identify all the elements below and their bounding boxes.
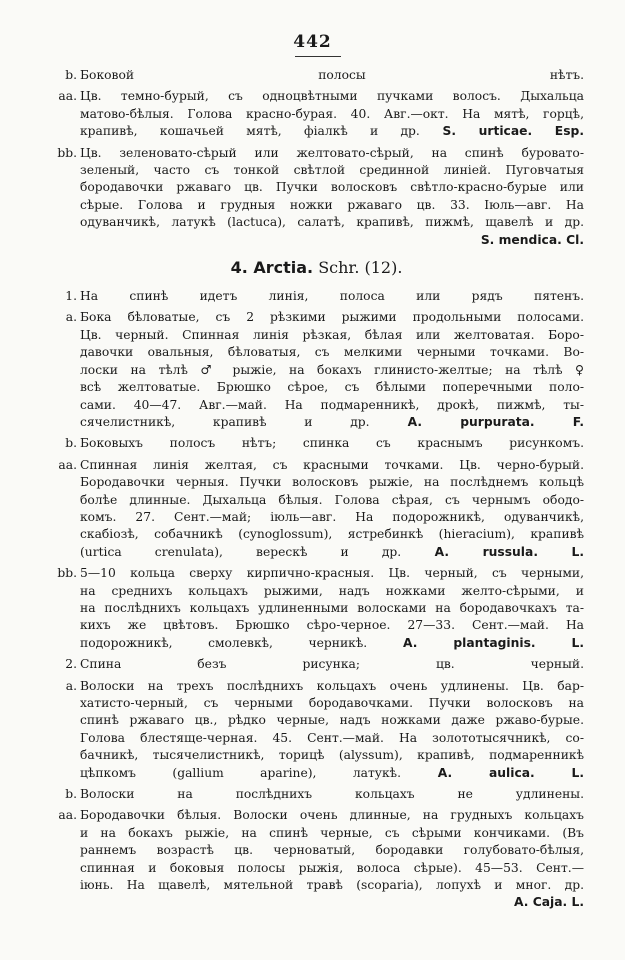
text-line: на послѣднихъ кольцахъ удлиненными волосками на бородавочкахъ та-	[80, 600, 584, 615]
key-label: a.	[65, 678, 77, 693]
key-entry	[49, 678, 584, 782]
text-line: матово-бѣлыя. Голова красно-бурая. 40. Авг.—окт. На мятѣ, горцѣ,	[80, 106, 584, 121]
key-label: a.	[65, 310, 77, 325]
species-name: A. purpurata. F.	[369, 414, 584, 429]
text-tail: сячелистникѣ, крапивѣ и др.	[80, 414, 370, 429]
key-entry	[49, 309, 584, 431]
key-entry	[49, 288, 584, 305]
text-line: сами. 40—47. Авг.—май. На подмаренникѣ, дрокѣ, пижмѣ, ты-	[80, 397, 584, 412]
species-name: A. Caja. L.	[514, 895, 584, 910]
key-label: aa.	[58, 808, 77, 823]
text-line: на среднихъ кольцахъ рыжими, надъ ножками желто-сѣрыми, и	[80, 583, 584, 598]
species-name: A. plantaginis. L.	[367, 635, 584, 650]
key-entry	[49, 145, 584, 249]
text-tail: подорожникѣ, смолевкѣ, черникѣ.	[80, 635, 368, 650]
text-line: бачникѣ, тысячелистникѣ, торицѣ (alyssum), крапивѣ, подмаренникѣ	[80, 748, 584, 763]
text-line: Спинная линія желтая, съ красными точками. Цв. черно-бурый.	[80, 457, 584, 472]
key-entry	[49, 786, 584, 803]
text-line: хатисто-черный, съ черными бородавочками. Пучки волосковъ на	[80, 696, 584, 710]
text-line: Волоски на трехъ послѣднихъ кольцахъ очень удлинены. Цв. бар-	[80, 678, 584, 693]
text-line: спинная и боковыя полосы рыжія, волоса сѣрые). 45—53. Сент.—	[80, 860, 584, 875]
text-line	[80, 635, 584, 652]
text-line: раннемъ возрастѣ цв. черноватый, бородавки голубовато-бѣлыя,	[80, 843, 584, 858]
text-line: скабіозѣ, собачникѣ (cynoglossum), ястребинкѣ (hieracium), крапивѣ	[80, 527, 584, 542]
key-entry	[49, 457, 584, 561]
species-name: A. russula. L.	[401, 544, 584, 559]
text-line: На спинѣ идетъ линія, полоса или рядъ пятенъ.	[80, 289, 584, 304]
page-number: 442	[293, 32, 332, 52]
page-number-rule	[295, 56, 341, 57]
text-line: Бока бѣловатые, съ 2 рѣзкими рыжими продольными полосами.	[80, 310, 584, 325]
text-line: Боковыхъ полосъ нѣтъ; спинка съ краснымъ рисункомъ.	[80, 436, 584, 451]
text-line: и на бокахъ рыжіе, на спинѣ черные, съ сѣрыми кончиками. (Въ	[80, 825, 584, 840]
page-body	[49, 67, 584, 912]
species-name: A. aulica. L.	[401, 765, 584, 780]
text-line: Цв. черный. Спинная линія рѣзкая, бѣлая или желтоватая. Боро-	[80, 327, 584, 342]
key-label: bb.	[57, 566, 77, 581]
species-count: (12).	[364, 258, 403, 278]
text-line: Боковой полосы нѣтъ.	[80, 68, 584, 82]
key-entry	[49, 435, 584, 452]
text-line: Волоски на послѣднихъ кольцахъ не удлинены.	[80, 787, 584, 802]
text-line: сѣрые. Голова и грудныя ножки ржаваго цв. 33. Іюль—авг. На	[80, 197, 584, 212]
text-line: лоски на тѣлѣ ♂ рыжіе, на бокахъ глинисто-желтые; на тѣлѣ ♀	[80, 362, 584, 377]
text-line: комъ. 27. Сент.—май; іюль—авг. На подорожникѣ, одуванчикѣ,	[80, 509, 584, 524]
key-label: aa.	[58, 89, 77, 104]
key-entry	[49, 565, 584, 652]
text-line: одуванчикѣ, латукѣ (lactuca), салатѣ, крапивѣ, пижмѣ, щавелѣ и др.	[80, 215, 584, 230]
text-line: Спина безъ рисунка; цв. черный.	[80, 657, 584, 672]
text-line: зеленый, часто съ тонкой свѣтлой срединной линіей. Пуговчатыя	[80, 163, 584, 178]
genus-heading	[49, 258, 584, 278]
key-label: b.	[65, 68, 77, 82]
text-line: Бородавочки черныя. Пучки волосковъ рыжіе, на послѣднемъ кольцѣ	[80, 475, 584, 490]
genus-name: 4. Arctia.	[230, 258, 314, 278]
text-line: Бородавочки бѣлыя. Волоски очень длинные, на грудныхъ кольцахъ	[80, 808, 584, 823]
text-line: бородавочки ржаваго цв. Пучки волосковъ свѣтло-красно-бурые или	[80, 180, 584, 195]
key-label: b.	[65, 787, 77, 802]
text-tail: крапивѣ, кошачьей мятѣ, фіалкѣ и др.	[80, 124, 420, 139]
text-line: Цв. зеленовато-сѣрый или желтовато-сѣрый, на спинѣ буровато-	[80, 145, 584, 160]
key-label: 1.	[65, 289, 77, 304]
species-name: S. mendica. Cl.	[480, 232, 584, 247]
key-label: aa.	[58, 457, 77, 472]
text-line	[80, 123, 584, 140]
text-line	[80, 414, 584, 431]
text-line: болѣе длинные. Дыхальца бѣлыя. Голова сѣрая, съ чернымъ ободо-	[80, 492, 584, 507]
key-label: bb.	[57, 145, 77, 160]
text-line	[80, 544, 584, 561]
key-entry	[49, 88, 584, 140]
text-line: давочки овальныя, бѣловатыя, съ мелкими черными точками. Во-	[80, 345, 584, 360]
genus-author: Schr.	[313, 258, 365, 278]
species-name: S. urticae. Esp.	[419, 124, 584, 139]
text-line: всѣ желтоватые. Брюшко сѣрое, съ бѣлыми поперечными поло-	[80, 380, 584, 395]
text-line	[80, 765, 584, 782]
key-entry	[49, 656, 584, 673]
text-line: 5—10 кольца сверху кирпично-красныя. Цв. черный, съ черными,	[80, 566, 584, 581]
text-line: Голова блестяще-черная. 45. Сент.—май. На золототысячникѣ, со-	[80, 730, 584, 745]
text-line: спинѣ ржаваго цв., рѣдко черные, надъ ножками даже ржаво-бурые.	[80, 713, 584, 728]
text-line: кихъ же цвѣтовъ. Брюшко сѣро-черное. 27—33. Сент.—май. На	[80, 618, 584, 633]
key-label: 2.	[65, 657, 77, 672]
key-entry	[49, 807, 584, 911]
text-tail: цѣпкомъ (gallium aparine), латукѣ.	[80, 765, 402, 780]
text-tail: (urtica crenulata), верескѣ и др.	[80, 544, 402, 559]
key-entry	[49, 67, 584, 84]
text-line: іюнь. На щавелѣ, мятельной травѣ (scoparia), лопухѣ и мног. др.	[80, 878, 584, 893]
text-line: Цв. темно-бурый, съ одноцвѣтными пучками волосъ. Дыхальца	[80, 89, 584, 104]
key-label: b.	[65, 436, 77, 451]
